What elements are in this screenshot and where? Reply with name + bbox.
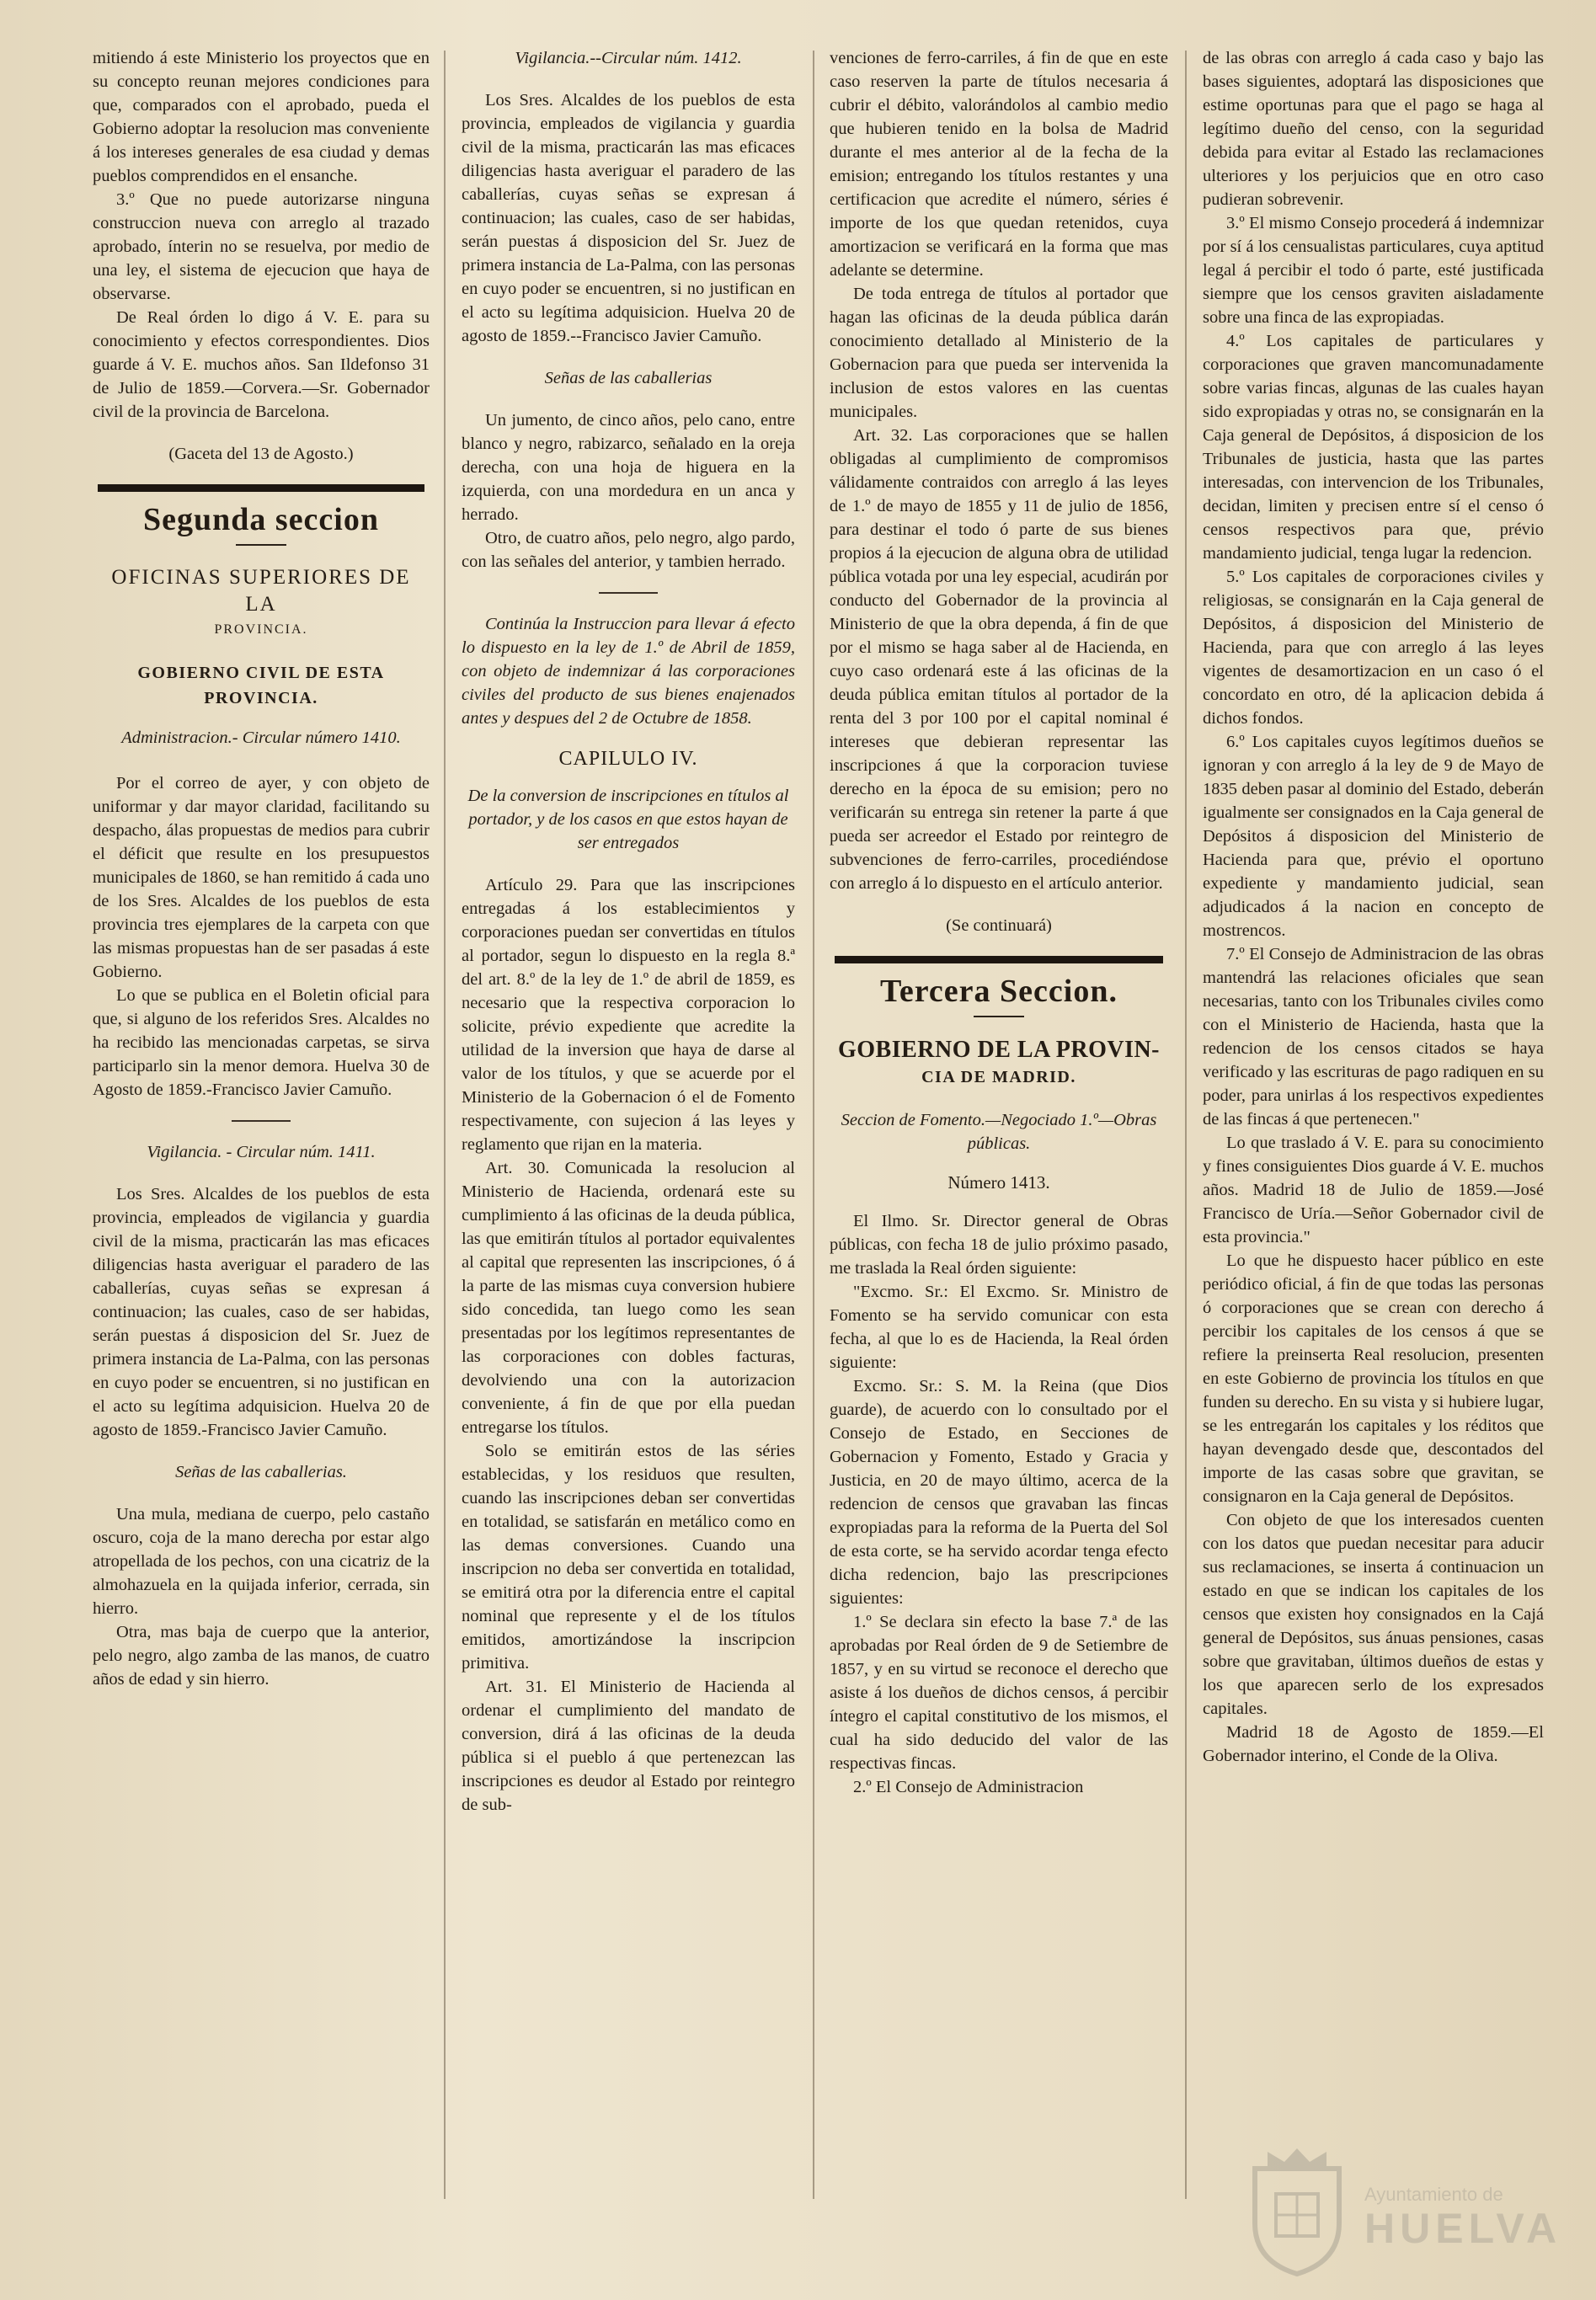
paragraph: Art. 31. El Ministerio de Hacienda al ordenar el cumplimiento del mandato de conversion, dirá á las oficinas de la deuda pública si el pueblo á que pertenezcan las inscripciones es deudor al Estado por reintegro de sub- [462,1678,795,1814]
column-divider [813,51,814,2199]
circular-title: Vigilancia. - Circular núm. 1411. [147,1143,376,1161]
divider [236,544,286,546]
column-4 [1203,46,1544,2266]
government-heading: GOBIERNO CIVIL DE ESTA PROVINCIA. [137,664,385,707]
paragraph: Lo que traslado á V. E. para su conocimiento y fines consiguientes Dios guarde á V. E. muchos años. Madrid 18 de Julio de 1859.—José Francisco de Uría.—Señor Gobernador civil de esta provincia." [1203,1134,1544,1246]
chapter-subheading: De la conversion de inscripciones en títulos al portador, y de los casos en que estos hayan de ser entregados [467,787,789,852]
column-3 [830,46,1168,2266]
paragraph: De Real órden lo digo á V. E. para su conocimiento y efectos correspondientes. Dios guarde á V. E. muchos años. San Ildefonso 31 de Julio de 1859.—Corvera.—Sr. Gobernador civil de la provincia de Barcelona. [93,308,430,421]
paragraph: Artículo 29. Para que las inscripciones entregadas á los establecimientos y corporaciones puedan ser convertidas en títulos al portador, segun lo dispuesto en la regla 8.ª del art. 8.º de la ley de 1.º de abril de 1859, es necesario que la respectiva corporacion lo solicite, prévio expediente que acredite la utilidad de la inversion que haya de darse al valor de los títulos, y que se acuerde por el Ministerio de la Gobernacion ó el de Fomento respectivamente, con sujecion á las leyes y reglamento que rijan en la materia. [462,876,795,1154]
divider [974,1016,1024,1017]
paragraph: 6.º Los capitales cuyos legítimos dueños se ignoran y con arreglo á la ley de 9 de Mayo de 1835 deben pasar al dominio del Estado, deberán igualmente ser consignados en la Caja general de Depósitos á disposicion del Ministerio de Hacienda para que, prévio el oportuno expediente y mandamiento judicial, sean adjudicados á la nacion en concepto de mostrencos. [1203,733,1544,940]
paragraph: Una mula, mediana de cuerpo, pelo castaño oscuro, coja de la mano derecha por estar algo atropellada de los pechos, con una cicatriz de la almohazuela en la quijada inferior, cerrada, sin hierro. [93,1505,430,1618]
paragraph: Lo que he dispuesto hacer público en este periódico oficial, á fin de que todas las personas ó corporaciones que se crean con derecho á percibir los capitales de los censos á que se refiere la preinserta Real resolucion, presenten en este Gobierno de provincia los títulos en que funden su derecho. En su vista y si hubiere lugar, se les entregarán los capitales y los réditos que hayan devengado desde que, descontados del importe de las casas sobre que gravitan, se consignaron en la Caja general de Depósitos. [1203,1251,1544,1506]
section-heading: Tercera Seccion. [880,974,1118,1009]
paragraph: 3.º El mismo Consejo procederá á indemnizar por sí á los censualistas particulares, cuya aptitud legal á percibir el todo ó parte, esté justificada siempre que los censos graviten aisladamente sobre una finca de las expropiadas. [1203,214,1544,327]
paragraph: Un jumento, de cinco años, pelo cano, entre blanco y negro, rabizarco, señalado en la oreja derecha, con una hoja de higuera en la izquierda, con una mordedura en un anca y herrado. [462,411,795,524]
paragraph: 3.º Que no puede autorizarse ninguna construccion nueva con arreglo al trazado aprobado, ínterin no se resuelva, por medio de una ley, el sistema de ejecucion que haya de observarse. [93,190,430,303]
paragraph: de las obras con arreglo á cada caso y bajo las bases siguientes, adoptará las disposiciones que estime oportunas para que el pago se haga al legítimo dueño del censo, con la seguridad debida para evitar al Estado las reclamaciones ulteriores y los perjuicios que en otro caso pudieran sobrevenir. [1203,49,1544,209]
office-subheading: PROVINCIA. [214,622,308,637]
paragraph: Excmo. Sr.: S. M. la Reina (que Dios guarde), de acuerdo con lo consultado por el Consejo de Estado, en Secciones de Gobernacion y Fomento, Estado y Gracia y Justicia, en 20 de mayo último, acerca de la redencion de censos que gravaban las fincas expropiadas para la reforma de la Puerta del Sol de esta corte, se ha servido acordar tenga efecto dicha redencion, bajo las prescripciones siguientes: [830,1377,1168,1608]
paragraph: Art. 32. Las corporaciones que se hallen obligadas al cumplimiento de compromisos válidamente contraidos con arreglo á las leyes de 1.º de mayo de 1855 y 11 de julio de 1856, para destinar el todo ó parte de sus bienes propios á la ejecucion de alguna obra de utilidad pública votada por una ley especial, acudirán por conducto del Gobernador de la provincia al Ministerio de que la obra dependa, á fin de que por el mismo se haga saber al de Hacienda, en cuyo caso ordenará este á las oficinas de la deuda pública emitan títulos al portador de la renta del 3 por 100 por el capital nominal é intereses que debieran representar las inscripciones á que la corporacion tuviese derecho en la época de su emision; pero no verificarán su entrega sin retener la parte á que pueda ser acreedor el Estado por reintegro de subvenciones de ferro-carriles, procediéndose con arreglo á lo dispuesto en el artículo anterior. [830,426,1168,893]
paragraph: Solo se emitirán estos de las séries establecidas, y los residuos que resulten, cuando las inscripciones deban ser convertidas en totalidad, se satisfarán en metálico como en las demas conversiones. Cuando una inscripcion no deba ser convertida en totalidad, se emitirá otra por la diferencia entre el capital nominal que represente y el de los títulos emitidos, amortizándose la inscripcion primitiva. [462,1442,795,1673]
paragraph: El Ilmo. Sr. Director general de Obras públicas, con fecha 18 de julio próximo pasado, me traslada la Real órden siguiente: [830,1212,1168,1278]
circular-title: Administracion.- Circular número 1410. [121,728,401,747]
paragraph: Los Sres. Alcaldes de los pueblos de esta provincia, empleados de vigilancia y guardia civil de la misma, practicarán las mas eficaces diligencias hasta averiguar el paradero de las caballerías, cuyas señas se expresan á continuacion; las cuales, caso de ser habidas, serán puestas á disposicion del Sr. Juez de primera instancia de La-Palma, con las personas en cuyo poder se encuentren, si no justifican en el acto su legítima adquisicion. Huelva 20 de agosto de 1859.-Francisco Javier Camuño. [93,1185,430,1439]
continuation-note: (Se continuará) [946,916,1052,935]
office-heading: OFICINAS SUPERIORES DE LA [111,566,411,616]
column-divider [444,51,446,2199]
paragraph: Los Sres. Alcaldes de los pueblos de esta provincia, empleados de vigilancia y guardia civil de la misma, practicarán las mas eficaces diligencias hasta averiguar el paradero de las caballerías, cuyas señas se expresan á continuacion; las cuales, caso de ser habidas, serán puestas á disposicion del Sr. Juez de primera instancia de La-Palma, con las personas en cuyo poder se encuentren, si no justifican en el acto su legítima adquisicion. Huelva 20 de agosto de 1859.--Francisco Javier Camuño. [462,91,795,345]
circular-title: Vigilancia.--Circular núm. 1412. [515,49,742,67]
chapter-heading: CAPILULO IV. [558,748,698,770]
paragraph: Con objeto de que los interesados cuenten con los datos que puedan necesitar para aducir sus reclamaciones, se inserta á continuacion un estado en que se indican los capitales de los censos que existen hoy consignados en la Cajá general de Depósitos, sus ánuas pensiones, casas sobre que gravitaban, últimos dueños de estas y los que aparecen serlo de los expresados capitales. [1203,1511,1544,1718]
paragraph: 5.º Los capitales de corporaciones civiles y religiosas, se consignarán en la Caja general de Depósitos, á disposicion del Ministerio de Hacienda, para que con arreglo á las leyes vigentes de desamortizacion en un caso ó el concordato en otro, dé la aplicacion debida á dichos fondos. [1203,568,1544,728]
section-rule [98,484,424,492]
government-heading: GOBIERNO DE LA PROVIN- [837,1037,1161,1063]
paragraph: Por el correo de ayer, y con objeto de uniformar y dar mayor claridad, facilitando su despacho, álas propuestas de medios para cubrir el déficit que resulte en los presupuestos municipales de 1860, se han remitido á cada uno de los Sres. Alcaldes de los pueblos de esta provincia tres ejemplares de la carpeta con que las mismas propuestas han de ser pasadas á este Gobierno. [93,774,430,981]
subheading: Señas de las caballerias [544,369,713,387]
watermark-line1: Ayuntamiento de [1364,2184,1503,2205]
ayuntamiento-huelva-watermark [1246,2143,1567,2287]
paragraph: 1.º Se declara sin efecto la base 7.ª de las aprobadas por Real órden de 9 de Setiembre de 1857, y en su virtud se reconoce el derecho que asiste á los dueños de dichos censos, á percibir íntegro el capital constitutivo de los mismos, el cual ha sido deducido del valor de las respectivas fincas. [830,1613,1168,1773]
section-heading: Segunda seccion [143,502,379,537]
column-2 [462,46,795,2266]
paragraph: venciones de ferro-carriles, á fin de que en este caso reserven la parte de títulos necesaria á cubrir el débito, valorándolos al cambio medio que hubieren tenido en la bolsa de Madrid durante el mes anterior al de la fecha de la emision; entregando los títulos restantes y una certificacion que acredite el número, séries é importe de los que quedan retenidos, cuya amortizacion se verificará en la forma que mas adelante se determine. [830,49,1168,280]
paragraph: 2.º El Consejo de Administracion [853,1778,1084,1796]
paragraph: Lo que se publica en el Boletin oficial para que, si alguno de los referidos Sres. Alcaldes no ha recibido las mencionadas carpetas, se sirva participarlo sin la menor demora. Huelva 30 de Agosto de 1859.-Francisco Javier Camuño. [93,986,430,1099]
government-subheading: CIA DE MADRID. [921,1068,1076,1086]
paragraph: mitiendo á este Ministerio los proyectos que en su concepto reunan mejores condiciones para que, comparados con el aprobado, pueda el Gobierno adoptar la resolucion mas conveniente á los intereses generales de esa ciudad y demas pueblos comprendidos en el ensanche. [93,49,430,185]
paragraph: Madrid 18 de Agosto de 1859.—El Gobernador interino, el Conde de la Oliva. [1203,1723,1544,1765]
subheading: Señas de las caballerias. [175,1463,347,1481]
paragraph: De toda entrega de títulos al portador que hagan las oficinas de la deuda pública darán conocimiento detallado al Ministerio de la Gobernacion para que pueda ser intervenida la inclusion de estos valores en las cuentas municipales. [830,285,1168,421]
coat-of-arms-icon [1246,2143,1348,2278]
section-note: Seccion de Fomento.—Negociado 1.º—Obras públicas. [841,1111,1157,1153]
paragraph: Art. 30. Comunicada la resolucion al Ministerio de Hacienda, ordenará este su cumplimiento á las oficinas de la deuda pública, las que emitirán títulos al portador equivalentes al capital que representen las inscripciones, ó á la parte de las mismas cuya conversion hubiere sido concedida, tan luego como les sean presentadas por los legítimos representantes de las corporaciones con dobles facturas, devolviendo una con la autorizacion conveniente, á fin de que por ella puedan entregarse los títulos. [462,1159,795,1437]
section-rule [835,956,1163,963]
instruction-heading: Continúa la Instruccion para llevar á efecto lo dispuesto en la ley de 1.º de Abril de 1859, con objeto de indemnizar á las corporaciones civiles del producto de sus bienes enajenados antes y despues del 2 de Octubre de 1858. [462,615,795,728]
paragraph: "Excmo. Sr.: El Excmo. Sr. Ministro de Fomento se ha servido comunicar con esta fecha, al que lo es de Hacienda, la Real órden siguiente: [830,1283,1168,1372]
divider [232,1120,291,1122]
paragraph: Otro, de cuatro años, pelo negro, algo pardo, con las señales del anterior, y tambien herrado. [462,529,795,571]
column-1 [93,46,430,2266]
divider [599,592,658,594]
gaceta-source: (Gaceta del 13 de Agosto.) [168,445,354,463]
column-divider [1185,51,1187,2199]
paragraph: 4.º Los capitales de particulares y corporaciones que graven mancomunadamente sobre varias fincas, algunas de las cuales hayan sido expropiadas y otras no, se consignarán en la Caja general de Depósitos, á disposicion de los Tribunales de justicia, hasta que las partes interesadas, con intervencion de los Tribunales, decidan, limiten y precisen entre sí el censo ó censos respectivos para que, prévio mandamiento judicial, tenga lugar la redencion. [1203,332,1544,563]
paragraph: 7.º El Consejo de Administracion de las obras mantendrá las relaciones oficiales que sean necesarias, tanto con los Tribunales civiles como con el Ministerio de Hacienda, hasta que la redencion de los censos citados se haya verificado y las escrituras de pago radiquen en su poder, para unirlas á los respectivos expedientes de las fincas á que pertenecen." [1203,945,1544,1129]
number-heading: Número 1413. [947,1172,1050,1193]
watermark-line2: HUELVA [1364,2205,1562,2252]
paragraph: Otra, mas baja de cuerpo que la anterior, pelo negro, algo zamba de las manos, de cuatro años de edad y sin hierro. [93,1623,430,1689]
